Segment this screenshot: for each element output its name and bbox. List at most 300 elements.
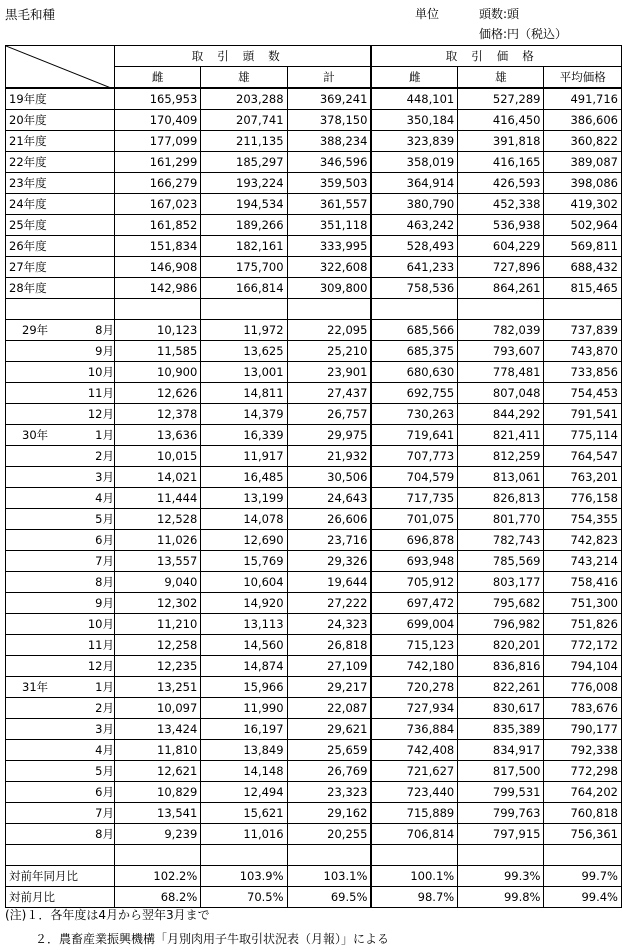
table-row: [6, 614, 622, 635]
ratio-value: 99.3%: [458, 866, 544, 887]
row-label: [6, 383, 115, 404]
yearly-value: 369,241: [287, 88, 371, 110]
row-label: [6, 488, 115, 509]
yearly-value: 386,606: [544, 110, 622, 131]
yearly-value: 378,150: [287, 110, 371, 131]
note-1: (注)１．各年度は4月から翌年3月まで: [5, 908, 210, 922]
monthly-value: 743,870: [544, 341, 622, 362]
row-year: 31年: [22, 680, 49, 694]
monthly-value: 783,676: [544, 698, 622, 719]
col-header-total-heads: 計: [287, 67, 371, 89]
monthly-value: 792,338: [544, 740, 622, 761]
monthly-value: 26,818: [287, 635, 371, 656]
monthly-value: 10,900: [115, 362, 201, 383]
yearly-value: 165,953: [115, 88, 201, 110]
monthly-value: 14,920: [201, 593, 287, 614]
yearly-value: 364,914: [371, 173, 457, 194]
row-month: 8月: [95, 323, 114, 337]
yearly-value: 641,233: [371, 257, 457, 278]
yearly-value: 528,493: [371, 236, 457, 257]
ratio-value: 103.9%: [201, 866, 287, 887]
monthly-value: 699,004: [371, 614, 457, 635]
monthly-value: 19,644: [287, 572, 371, 593]
monthly-value: 704,579: [371, 467, 457, 488]
yearly-value: 359,503: [287, 173, 371, 194]
yearly-value: 167,023: [115, 194, 201, 215]
row-label: 22年度: [6, 152, 115, 173]
row-label: [6, 425, 115, 446]
monthly-value: 12,302: [115, 593, 201, 614]
monthly-value: 730,263: [371, 404, 457, 425]
ratio-row: [6, 887, 622, 908]
monthly-value: 11,990: [201, 698, 287, 719]
yearly-value: 419,302: [544, 194, 622, 215]
yearly-value: 398,086: [544, 173, 622, 194]
monthly-value: 795,682: [458, 593, 544, 614]
table-row: [6, 551, 622, 572]
row-month: 10月: [87, 617, 114, 631]
monthly-value: 29,621: [287, 719, 371, 740]
monthly-value: 821,411: [458, 425, 544, 446]
monthly-value: 14,874: [201, 656, 287, 677]
yearly-value: 333,995: [287, 236, 371, 257]
unit-price: 価格:円（税込）: [479, 27, 568, 41]
table-row: [6, 152, 622, 173]
monthly-value: 793,607: [458, 341, 544, 362]
yearly-value: 193,224: [201, 173, 287, 194]
monthly-value: 720,278: [371, 677, 457, 698]
ratio-value: 70.5%: [201, 887, 287, 908]
row-month: 4月: [95, 491, 114, 505]
row-month: 5月: [95, 764, 114, 778]
monthly-value: 11,972: [201, 320, 287, 341]
yearly-value: 323,839: [371, 131, 457, 152]
monthly-value: 775,114: [544, 425, 622, 446]
page-title: 黒毛和種: [5, 7, 56, 22]
monthly-value: 736,884: [371, 719, 457, 740]
yearly-value: 175,700: [201, 257, 287, 278]
monthly-value: 696,878: [371, 530, 457, 551]
row-month: 11月: [87, 386, 114, 400]
row-label: 21年度: [6, 131, 115, 152]
yearly-value: 491,716: [544, 88, 622, 110]
col-header-male-heads: 雄: [201, 67, 287, 89]
monthly-value: 717,735: [371, 488, 457, 509]
table-row: [6, 173, 622, 194]
col-header-female-heads: 雌: [115, 67, 201, 89]
monthly-value: 11,810: [115, 740, 201, 761]
monthly-value: 721,627: [371, 761, 457, 782]
row-year: 29年: [22, 323, 49, 337]
monthly-value: 697,472: [371, 593, 457, 614]
row-month: 9月: [95, 344, 114, 358]
row-label: [6, 761, 115, 782]
monthly-value: 23,323: [287, 782, 371, 803]
row-label: [6, 509, 115, 530]
monthly-value: 737,839: [544, 320, 622, 341]
monthly-value: 742,408: [371, 740, 457, 761]
yearly-value: 388,234: [287, 131, 371, 152]
row-month: 8月: [95, 827, 114, 841]
table-row: [6, 656, 622, 677]
ratio-value: 69.5%: [287, 887, 371, 908]
yearly-value: 569,811: [544, 236, 622, 257]
unit-heads: 頭数:頭: [479, 7, 520, 21]
ratio-value: 99.4%: [544, 887, 622, 908]
yearly-value: 758,536: [371, 278, 457, 299]
monthly-value: 799,531: [458, 782, 544, 803]
row-month: 2月: [95, 701, 114, 715]
yearly-value: 380,790: [371, 194, 457, 215]
table-row: [6, 740, 622, 761]
monthly-value: 23,716: [287, 530, 371, 551]
monthly-value: 14,811: [201, 383, 287, 404]
monthly-value: 27,109: [287, 656, 371, 677]
row-month: 2月: [95, 449, 114, 463]
spacer-row: [6, 845, 622, 866]
monthly-value: 12,528: [115, 509, 201, 530]
monthly-value: 772,298: [544, 761, 622, 782]
monthly-value: 764,202: [544, 782, 622, 803]
row-label: [6, 824, 115, 845]
monthly-value: 13,001: [201, 362, 287, 383]
yearly-value: 185,297: [201, 152, 287, 173]
monthly-value: 16,339: [201, 425, 287, 446]
monthly-value: 763,201: [544, 467, 622, 488]
yearly-value: 463,242: [371, 215, 457, 236]
row-label: 19年度: [6, 88, 115, 110]
monthly-value: 13,636: [115, 425, 201, 446]
row-month: 4月: [95, 743, 114, 757]
monthly-value: 799,763: [458, 803, 544, 824]
monthly-value: 705,912: [371, 572, 457, 593]
monthly-value: 733,856: [544, 362, 622, 383]
row-label: [6, 530, 115, 551]
row-label: [6, 656, 115, 677]
col-header-female-price: 雌: [371, 67, 457, 89]
table-row: [6, 530, 622, 551]
monthly-value: 782,743: [458, 530, 544, 551]
ratio-value: 98.7%: [371, 887, 457, 908]
yearly-value: 536,938: [458, 215, 544, 236]
yearly-value: 391,818: [458, 131, 544, 152]
yearly-value: 309,800: [287, 278, 371, 299]
ratio-row: [6, 866, 622, 887]
monthly-value: 807,048: [458, 383, 544, 404]
monthly-value: 22,087: [287, 698, 371, 719]
monthly-value: 756,361: [544, 824, 622, 845]
monthly-value: 742,823: [544, 530, 622, 551]
monthly-value: 803,177: [458, 572, 544, 593]
ratio-label: 対前年同月比: [6, 866, 115, 887]
monthly-value: 14,078: [201, 509, 287, 530]
monthly-value: 743,214: [544, 551, 622, 572]
note-2: ２．農畜産業振興機構「月別肉用子牛取引状況表（月報）」による: [35, 932, 390, 946]
ratio-value: 103.1%: [287, 866, 371, 887]
yearly-value: 361,557: [287, 194, 371, 215]
monthly-value: 817,500: [458, 761, 544, 782]
yearly-value: 142,986: [115, 278, 201, 299]
table-row: [6, 782, 622, 803]
yearly-value: 177,099: [115, 131, 201, 152]
row-month: 9月: [95, 596, 114, 610]
monthly-value: 776,158: [544, 488, 622, 509]
unit-label: 単位: [415, 7, 440, 21]
monthly-value: 742,180: [371, 656, 457, 677]
table-row: [6, 761, 622, 782]
yearly-value: 727,896: [458, 257, 544, 278]
row-month: 12月: [87, 659, 114, 673]
monthly-value: 680,630: [371, 362, 457, 383]
monthly-value: 16,485: [201, 467, 287, 488]
row-month: 3月: [95, 470, 114, 484]
monthly-value: 685,566: [371, 320, 457, 341]
monthly-value: 12,378: [115, 404, 201, 425]
table-row: [6, 719, 622, 740]
yearly-value: 815,465: [544, 278, 622, 299]
row-label: [6, 698, 115, 719]
monthly-value: 693,948: [371, 551, 457, 572]
yearly-value: 604,229: [458, 236, 544, 257]
ratio-label: 対前月比: [6, 887, 115, 908]
monthly-value: 10,829: [115, 782, 201, 803]
monthly-value: 24,643: [287, 488, 371, 509]
table-row: [6, 110, 622, 131]
monthly-value: 11,917: [201, 446, 287, 467]
monthly-value: 12,626: [115, 383, 201, 404]
row-month: 5月: [95, 512, 114, 526]
table-row: [6, 383, 622, 404]
row-month: 6月: [95, 785, 114, 799]
monthly-value: 15,966: [201, 677, 287, 698]
yearly-value: 151,834: [115, 236, 201, 257]
header-row-group: [6, 46, 622, 67]
monthly-value: 29,162: [287, 803, 371, 824]
yearly-value: 189,266: [201, 215, 287, 236]
monthly-value: 776,008: [544, 677, 622, 698]
table-row: [6, 446, 622, 467]
monthly-value: 830,617: [458, 698, 544, 719]
monthly-value: 11,026: [115, 530, 201, 551]
monthly-value: 20,255: [287, 824, 371, 845]
yearly-value: 502,964: [544, 215, 622, 236]
yearly-value: 527,289: [458, 88, 544, 110]
monthly-value: 701,075: [371, 509, 457, 530]
monthly-value: 822,261: [458, 677, 544, 698]
ratio-value: 99.8%: [458, 887, 544, 908]
monthly-value: 826,813: [458, 488, 544, 509]
row-month: 3月: [95, 722, 114, 736]
row-label: [6, 551, 115, 572]
table-row: [6, 635, 622, 656]
monthly-value: 707,773: [371, 446, 457, 467]
table-row: [6, 236, 622, 257]
table-row: [6, 467, 622, 488]
ratio-value: 99.7%: [544, 866, 622, 887]
monthly-value: 10,015: [115, 446, 201, 467]
monthly-value: 796,982: [458, 614, 544, 635]
monthly-value: 751,300: [544, 593, 622, 614]
monthly-value: 794,104: [544, 656, 622, 677]
monthly-value: 797,915: [458, 824, 544, 845]
yearly-value: 416,165: [458, 152, 544, 173]
monthly-value: 719,641: [371, 425, 457, 446]
monthly-value: 14,021: [115, 467, 201, 488]
header-price-group: 取引価格: [371, 46, 621, 67]
monthly-value: 25,210: [287, 341, 371, 362]
monthly-value: 760,818: [544, 803, 622, 824]
monthly-value: 26,769: [287, 761, 371, 782]
table-row: [6, 257, 622, 278]
monthly-value: 727,934: [371, 698, 457, 719]
table-row: [6, 88, 622, 110]
row-label: [6, 404, 115, 425]
table-row: [6, 824, 622, 845]
monthly-value: 13,251: [115, 677, 201, 698]
monthly-value: 27,437: [287, 383, 371, 404]
ratio-value: 102.2%: [115, 866, 201, 887]
row-year: 30年: [22, 428, 49, 442]
monthly-value: 706,814: [371, 824, 457, 845]
table-row: [6, 215, 622, 236]
monthly-value: 820,201: [458, 635, 544, 656]
monthly-value: 836,816: [458, 656, 544, 677]
table-row: [6, 698, 622, 719]
monthly-value: 9,239: [115, 824, 201, 845]
row-label: 24年度: [6, 194, 115, 215]
row-month: 1月: [95, 680, 114, 694]
monthly-value: 29,217: [287, 677, 371, 698]
row-label: [6, 593, 115, 614]
monthly-value: 10,604: [201, 572, 287, 593]
row-label: [6, 635, 115, 656]
row-month: 1月: [95, 428, 114, 442]
yearly-value: 346,596: [287, 152, 371, 173]
monthly-value: 723,440: [371, 782, 457, 803]
row-label: 20年度: [6, 110, 115, 131]
monthly-value: 790,177: [544, 719, 622, 740]
monthly-value: 11,016: [201, 824, 287, 845]
row-label: [6, 467, 115, 488]
monthly-value: 25,659: [287, 740, 371, 761]
row-month: 7月: [95, 554, 114, 568]
monthly-value: 11,585: [115, 341, 201, 362]
table-row: [6, 341, 622, 362]
ratio-value: 100.1%: [371, 866, 457, 887]
yearly-value: 161,852: [115, 215, 201, 236]
monthly-value: 754,453: [544, 383, 622, 404]
monthly-value: 12,690: [201, 530, 287, 551]
yearly-value: 864,261: [458, 278, 544, 299]
monthly-value: 22,095: [287, 320, 371, 341]
row-label: 28年度: [6, 278, 115, 299]
monthly-value: 15,621: [201, 803, 287, 824]
yearly-value: 688,432: [544, 257, 622, 278]
monthly-value: 835,389: [458, 719, 544, 740]
monthly-value: 715,889: [371, 803, 457, 824]
table-row: [6, 488, 622, 509]
monthly-value: 758,416: [544, 572, 622, 593]
row-label: [6, 341, 115, 362]
row-month: 11月: [87, 638, 114, 652]
spacer-row: [6, 299, 622, 320]
yearly-value: 448,101: [371, 88, 457, 110]
yearly-value: 360,822: [544, 131, 622, 152]
row-label: [6, 719, 115, 740]
yearly-value: 203,288: [201, 88, 287, 110]
monthly-value: 772,172: [544, 635, 622, 656]
monthly-value: 10,123: [115, 320, 201, 341]
monthly-value: 782,039: [458, 320, 544, 341]
monthly-value: 715,123: [371, 635, 457, 656]
monthly-value: 21,932: [287, 446, 371, 467]
row-label: [6, 677, 115, 698]
row-label: 25年度: [6, 215, 115, 236]
header-heads-group: 取引頭数: [115, 46, 372, 67]
ratio-value: 68.2%: [115, 887, 201, 908]
col-header-male-price: 雄: [458, 67, 544, 89]
monthly-value: 692,755: [371, 383, 457, 404]
monthly-value: 11,444: [115, 488, 201, 509]
monthly-value: 12,494: [201, 782, 287, 803]
table-row: [6, 278, 622, 299]
monthly-value: 751,826: [544, 614, 622, 635]
monthly-value: 26,606: [287, 509, 371, 530]
yearly-value: 358,019: [371, 152, 457, 173]
row-label: 27年度: [6, 257, 115, 278]
yearly-value: 351,118: [287, 215, 371, 236]
table-row: [6, 509, 622, 530]
row-label: [6, 782, 115, 803]
yearly-value: 322,608: [287, 257, 371, 278]
yearly-value: 389,087: [544, 152, 622, 173]
row-label: [6, 803, 115, 824]
monthly-value: 11,210: [115, 614, 201, 635]
monthly-value: 14,560: [201, 635, 287, 656]
row-label: [6, 614, 115, 635]
yearly-value: 207,741: [201, 110, 287, 131]
monthly-value: 27,222: [287, 593, 371, 614]
monthly-value: 14,148: [201, 761, 287, 782]
yearly-value: 166,814: [201, 278, 287, 299]
monthly-value: 14,379: [201, 404, 287, 425]
table-row: [6, 362, 622, 383]
monthly-value: 10,097: [115, 698, 201, 719]
yearly-value: 182,161: [201, 236, 287, 257]
row-month: 6月: [95, 533, 114, 547]
monthly-value: 9,040: [115, 572, 201, 593]
table-row: [6, 320, 622, 341]
row-month: 10月: [87, 365, 114, 379]
yearly-value: 170,409: [115, 110, 201, 131]
monthly-value: 16,197: [201, 719, 287, 740]
monthly-value: 29,975: [287, 425, 371, 446]
monthly-value: 685,375: [371, 341, 457, 362]
table-row: [6, 572, 622, 593]
yearly-value: 426,593: [458, 173, 544, 194]
monthly-value: 24,323: [287, 614, 371, 635]
table-row: [6, 677, 622, 698]
yearly-value: 166,279: [115, 173, 201, 194]
table-row: [6, 194, 622, 215]
row-label: [6, 446, 115, 467]
row-month: 7月: [95, 806, 114, 820]
row-month: 8月: [95, 575, 114, 589]
corner-diagonal: [6, 46, 111, 88]
monthly-value: 13,625: [201, 341, 287, 362]
table-row: [6, 593, 622, 614]
monthly-value: 778,481: [458, 362, 544, 383]
